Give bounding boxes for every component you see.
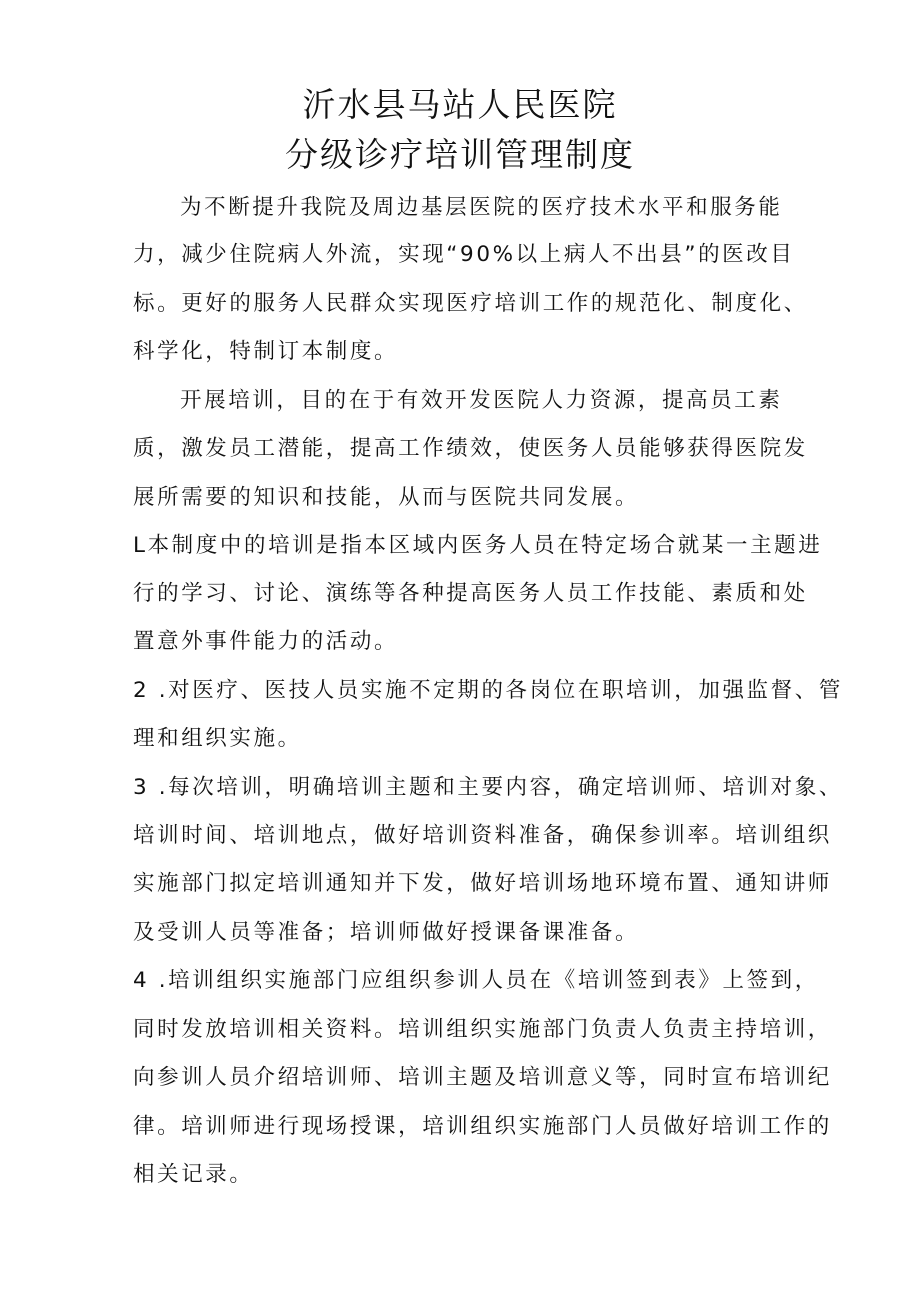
paragraph-line: 质，激发员工潜能，提高工作绩效，使医务人员能够获得医院发 xyxy=(133,436,808,461)
clause-3-line: 3 .每次培训，明确培训主题和主要内容，确定培训师、培训对象、 xyxy=(133,775,843,800)
paragraph-line: 开展培训，目的在于有效开发医院人力资源，提高员工素 xyxy=(180,388,783,413)
clause-4-line: 4 .培训组织实施部门应组织参训人员在《培训签到表》上签到， xyxy=(133,968,819,993)
document-title-policy: 分级诊疗培训管理制度 xyxy=(285,135,635,174)
clause-3-line: 培训时间、培训地点，做好培训资料准备，确保参训率。培训组织 xyxy=(133,823,832,848)
clause-4-line: 同时发放培训相关资料。培训组织实施部门负责人负责主持培训， xyxy=(133,1017,832,1042)
document-title-hospital: 沂水县马站人民医院 xyxy=(302,85,618,124)
paragraph-line: 标。更好的服务人民群众实现医疗培训工作的规范化、制度化、 xyxy=(133,291,808,316)
paragraph-line: 展所需要的知识和技能，从而与医院共同发展。 xyxy=(133,485,640,510)
clause-4-line: 相关记录。 xyxy=(133,1162,254,1187)
clause-4-line: 律。培训师进行现场授课，培训组织实施部门人员做好培训工作的 xyxy=(133,1114,832,1139)
clause-3-line: 实施部门拟定培训通知并下发，做好培训场地环境布置、通知讲师 xyxy=(133,871,832,896)
paragraph-line: 科学化，特制订本制度。 xyxy=(133,339,399,364)
clause-1-line: 行的学习、讨论、演练等各种提高医务人员工作技能、素质和处 xyxy=(133,581,808,606)
clause-2-line: 理和组织实施。 xyxy=(133,726,302,751)
clause-1-line: 置意外事件能力的活动。 xyxy=(133,629,399,654)
clause-3-line: 及受训人员等准备；培训师做好授课备课准备。 xyxy=(133,920,640,945)
clause-2-line: 2 .对医疗、医技人员实施不定期的各岗位在职培训，加强监督、管 xyxy=(133,678,843,703)
paragraph-line: 为不断提升我院及周边基层医院的医疗技术水平和服务能 xyxy=(180,195,783,220)
clause-4-line: 向参训人员介绍培训师、培训主题及培训意义等，同时宣布培训纪 xyxy=(133,1065,832,1090)
paragraph-line: 力，减少住院病人外流，实现“90%以上病人不出县”的医改目 xyxy=(133,242,795,267)
clause-1-line: L本制度中的培训是指本区域内医务人员在特定场合就某一主题进 xyxy=(133,533,823,558)
